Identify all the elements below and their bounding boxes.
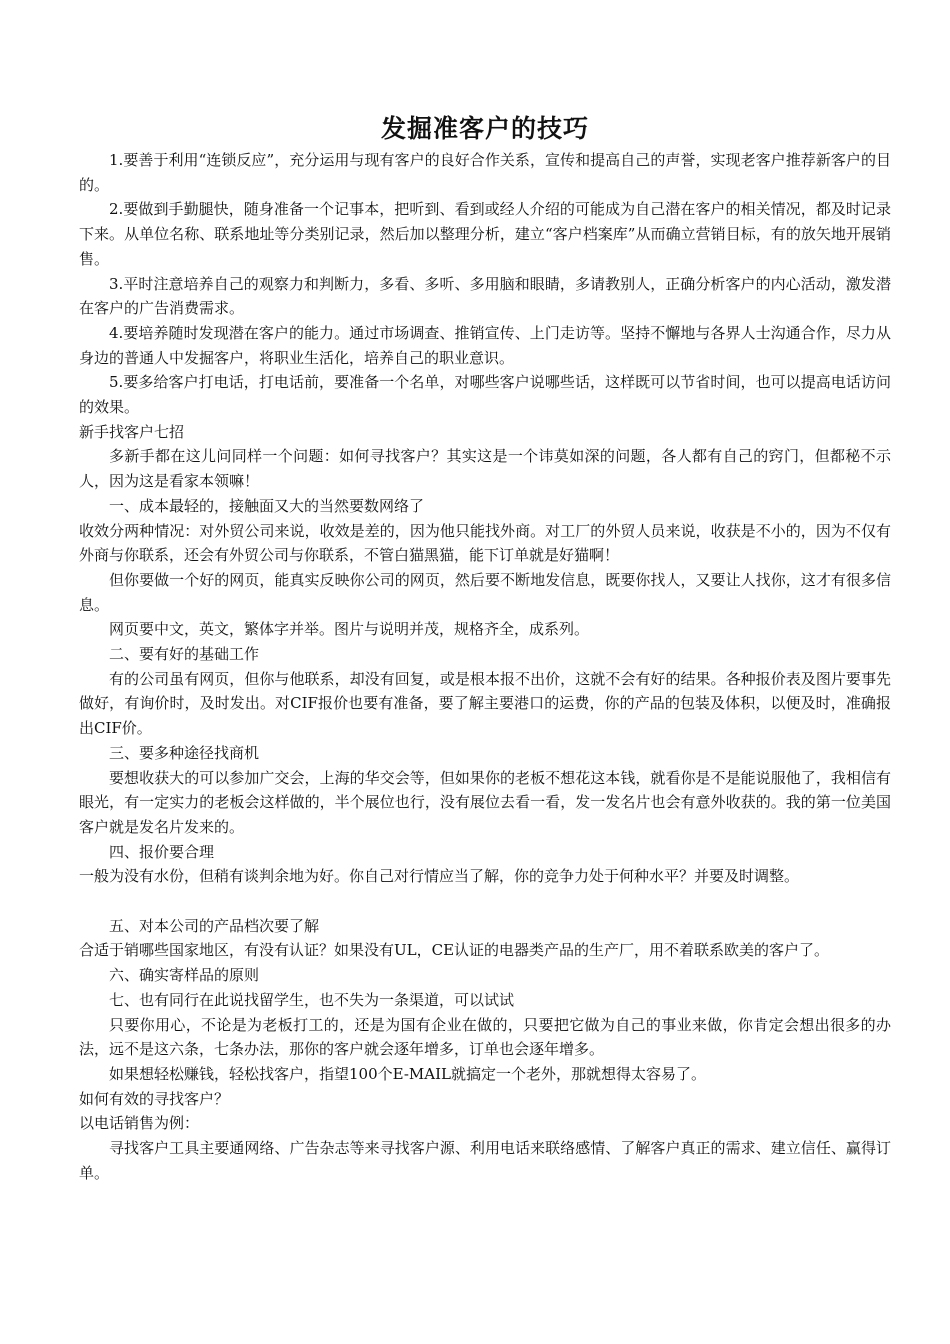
paragraph: 五、对本公司的产品档次要了解 xyxy=(109,916,320,935)
blank-line xyxy=(79,889,891,914)
paragraph: 如何有效的寻找客户？ xyxy=(79,1089,230,1108)
document-page xyxy=(79,100,891,1186)
paragraph: 三、要多种途径找商机 xyxy=(109,743,260,762)
paragraph: 一般为没有水份，但稍有谈判余地为好。你自己对行情应当了解，你的竞争力处于何种水平？并要及时调整。 xyxy=(79,867,800,886)
paragraph: 四、报价要合理 xyxy=(109,842,215,861)
paragraph: 5.要多给客户打电话，打电话前，要准备一个名单，对哪些客户说哪些话，这样既可以节省时间，也可以提高电话访问的效果。 xyxy=(79,373,891,417)
paragraph: 有的公司虽有网页，但你与他联系，却没有回复，或是根本报不出价，这就不会有好的结果。各种报价表及图片要事先做好，有询价时，及时发出。对CIF报价也要有准备，要了解主要港口的运费，你的产品的包装及体积，以便及时，准确报出CIF价。 xyxy=(79,669,891,738)
paragraph: 以电话销售为例： xyxy=(79,1114,200,1133)
paragraph: 一、成本最轻的，接触面又大的当然要数网络了 xyxy=(109,496,425,515)
document-body xyxy=(79,148,891,1186)
paragraph: 网页要中文，英文，繁体字并举。图片与说明并茂，规格齐全，成系列。 xyxy=(109,620,590,639)
paragraph: 4.要培养随时发现潜在客户的能力。通过市场调查、推销宣传、上门走访等。坚持不懈地与各界人士沟通合作，尽力从身边的普通人中发掘客户，将职业生活化，培养自己的职业意识。 xyxy=(79,323,891,367)
paragraph: 只要你用心，不论是为老板打工的，还是为国有企业在做的，只要把它做为自己的事业来做，你肯定会想出很多的办法，远不是这六条，七条办法，那你的客户就会逐年增多，订单也会逐年增多。 xyxy=(79,1015,891,1059)
paragraph: 如果想轻松赚钱，轻松找客户，指望100个E-MAIL就搞定一个老外，那就想得太容易了。 xyxy=(109,1065,707,1083)
paragraph: 合适于销哪些国家地区，有没有认证？如果没有UL，CE认证的电器类产品的生产厂，用不着联系欧美的客户了。 xyxy=(79,941,830,960)
paragraph: 要想收获大的可以参加广交会，上海的华交会等，但如果你的老板不想花这本钱，就看你是不是能说服他了，我相信有眼光，有一定实力的老板会这样做的，半个展位也行，没有展位去看一看，发一发名片也会有意外收获的。我的第一位美国客户就是发名片发来的。 xyxy=(79,768,891,836)
paragraph: 二、要有好的基础工作 xyxy=(109,645,260,664)
paragraph: 七、也有同行在此说找留学生，也不失为一条渠道，可以试试 xyxy=(109,990,515,1009)
paragraph: 但你要做一个好的网页，能真实反映你公司的网页，然后要不断地发信息，既要你找人，又要让人找你，这才有很多信息。 xyxy=(79,570,891,614)
paragraph: 六、确实寄样品的原则 xyxy=(109,966,260,985)
paragraph: 寻找客户工具主要通网络、广告杂志等来寻找客户源、利用电话来联络感情、了解客户真正的需求、建立信任、赢得订单。 xyxy=(79,1139,891,1182)
paragraph: 收效分两种情况：对外贸公司来说，收效是差的，因为他只能找外商。对工厂的外贸人员来说，收获是不小的，因为不仅有外商与你联系，还会有外贸公司与你联系，不管白猫黑猫，能下订单就是好猫啊！ xyxy=(79,521,891,565)
paragraph: 2.要做到手勤腿快，随身准备一个记事本，把听到、看到或经人介绍的可能成为自己潜在客户的相关情况，都及时记录下来。从单位名称、联系地址等分类别记录，然后加以整理分析，建立“客户档案库”从而确立营销目标，有的放矢地开展销售。 xyxy=(79,200,891,268)
paragraph: 多新手都在这儿问同样一个问题：如何寻找客户？其实这是一个讳莫如深的问题，各人都有自己的窍门，但都秘不示人，因为这是看家本领嘛！ xyxy=(79,447,891,491)
paragraph: 3.平时注意培养自己的观察力和判断力，多看、多听、多用脑和眼睛，多请教别人，正确分析客户的内心活动，激发潜在客户的广告消费需求。 xyxy=(79,274,891,318)
document-title: 发掘准客户的技巧 xyxy=(380,114,589,143)
paragraph: 1.要善于利用“连锁反应”，充分运用与现有客户的良好合作关系，宣传和提高自己的声誉，实现老客户推荐新客户的目的。 xyxy=(79,151,891,194)
paragraph: 新手找客户七招 xyxy=(79,422,185,441)
